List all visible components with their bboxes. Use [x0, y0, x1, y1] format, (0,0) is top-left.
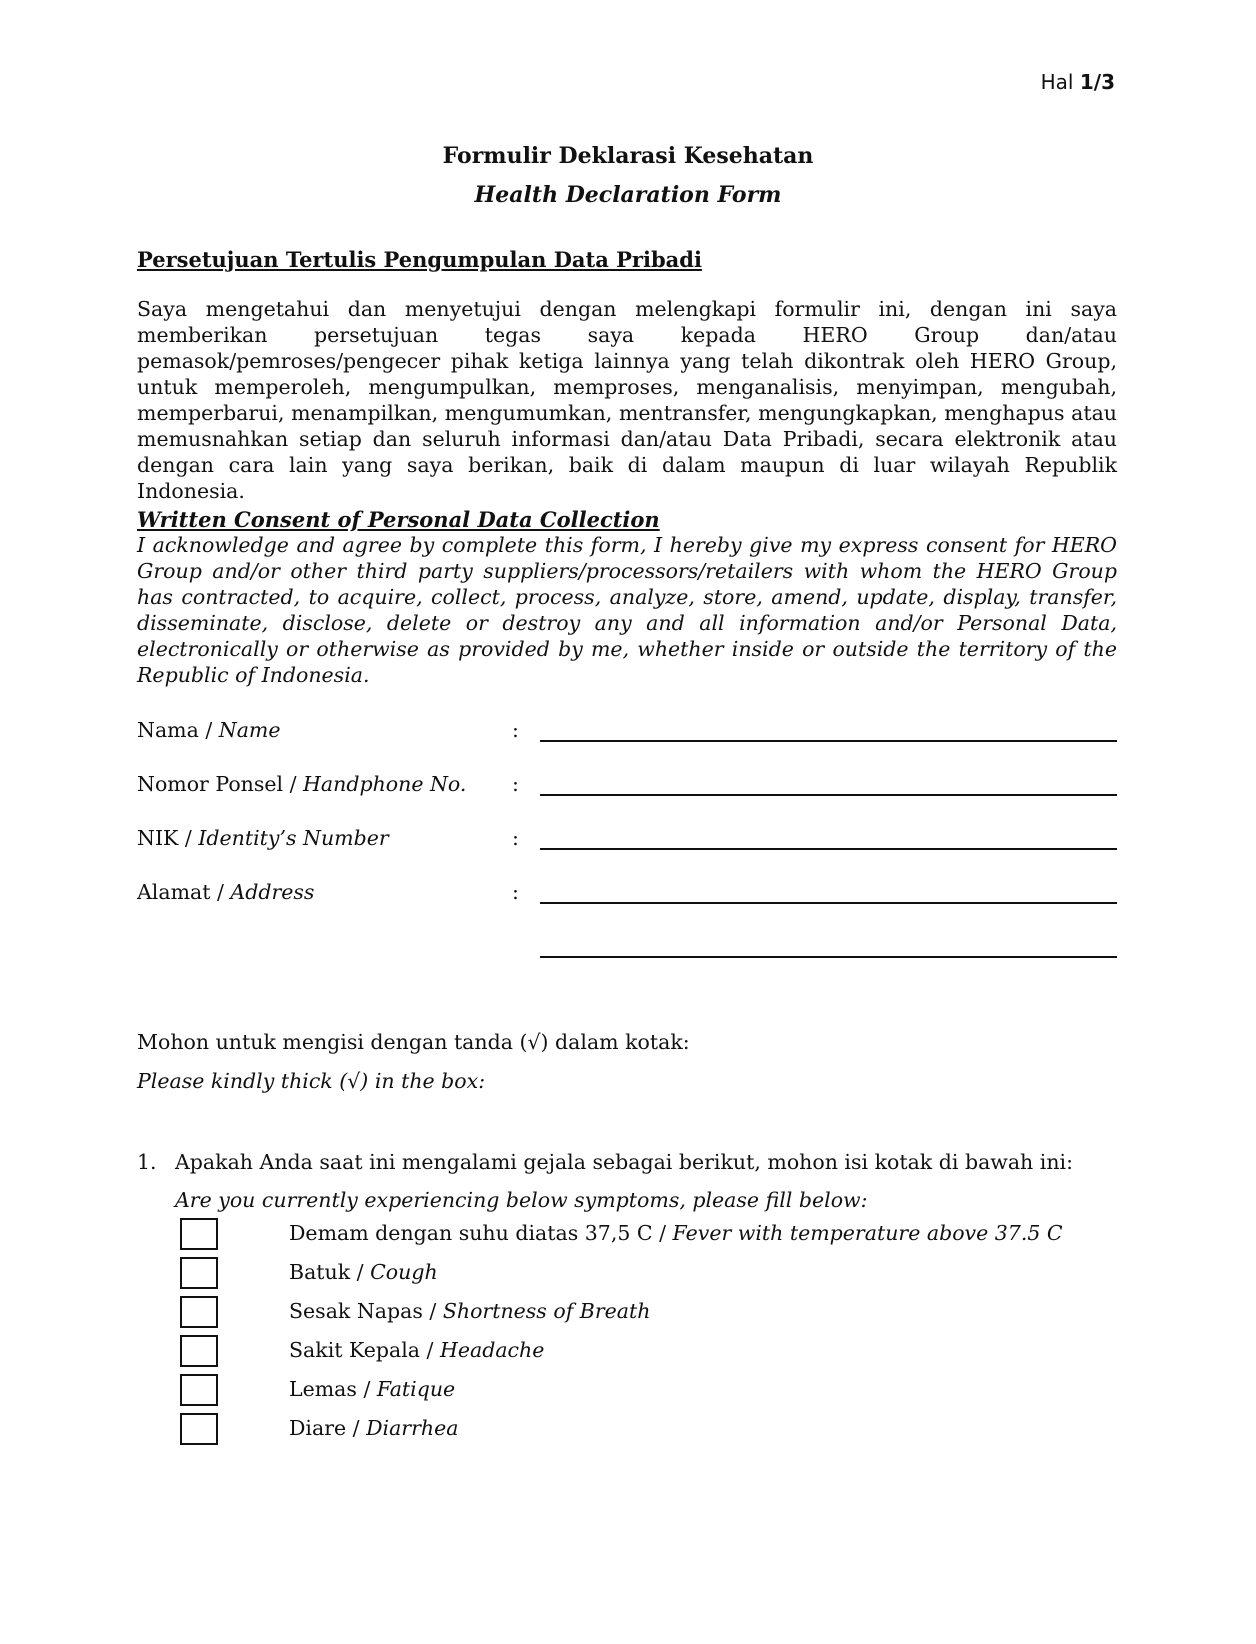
consent-section-id	[137, 247, 1117, 504]
form-title-english: Health Declaration Form	[474, 182, 782, 208]
symptom-option-shortness-of-breath	[180, 1296, 1080, 1334]
question-text-id: Apakah Anda saat ini mengalami gejala sebagai berikut, mohon isi kotak di bawah ini:	[175, 1150, 1073, 1174]
nik-label: NIK / Identity’s Number	[137, 826, 389, 850]
instruction-id: Mohon untuk mengisi dengan tanda (√) dalam kotak:	[137, 1030, 690, 1054]
symptom-option-cough	[180, 1257, 1080, 1295]
consent-text-id: Saya mengetahui dan menyetujui dengan melengkapi formulir ini, dengan ini saya memberikan persetujuan tegas saya kepada HERO Group dan/atau pemasok/pemroses/pengecer pihak ketiga lainnya yang telah dikontrak oleh HERO Group, untuk memperoleh, mengumpulkan, memproses, menganalisis, menyimpan, mengubah, memperbarui, menampilkan, mengumumkan, mentransfer, mengungkapkan, menghapus atau memusnahkan setiap dan seluruh informasi dan/atau Data Pribadi, secara elektronik atau dengan cara lain yang saya berikan, baik di dalam maupun di luar wilayah Republik Indonesia.	[137, 297, 1117, 503]
checkbox-diarrhea[interactable]	[180, 1413, 218, 1445]
page-number	[1041, 70, 1115, 94]
address-input-line-1[interactable]	[540, 902, 1117, 904]
name-field-row	[137, 718, 1117, 758]
option-label: Demam dengan suhu diatas 37,5 C / Fever with temperature above 37.5 C	[289, 1221, 1063, 1245]
symptom-option-diarrhea	[180, 1413, 1080, 1451]
option-label: Lemas / Fatique	[289, 1377, 456, 1401]
option-label: Sakit Kepala / Headache	[289, 1338, 545, 1362]
instruction-en: Please kindly thick (√) in the box:	[137, 1069, 486, 1093]
checkbox-cough[interactable]	[180, 1257, 218, 1289]
symptom-option-headache	[180, 1335, 1080, 1373]
consent-text-en: I acknowledge and agree by complete this form, I hereby give my express consent for HERO Group and/or other third party suppliers/processors/retailers with whom the HERO Group has contracted, to acquire, collect, process, analyze, store, amend, update, display, transfer, disseminate, disclose, delete or destroy any and all information and/or Personal Data, electronically or otherwise as provided by me, whether inside or outside the territory of the Republic of Indonesia.	[137, 533, 1117, 687]
symptom-option-fever	[180, 1218, 1080, 1256]
phone-input-line[interactable]	[540, 794, 1117, 796]
field-colon: :	[512, 826, 519, 850]
consent-heading-id: Persetujuan Tertulis Pengumpulan Data Pribadi	[137, 247, 702, 272]
checkbox-fatigue[interactable]	[180, 1374, 218, 1406]
page-number-value: 1/3	[1079, 70, 1115, 94]
address-field-row	[137, 880, 1117, 920]
address-field-row-2	[137, 934, 1117, 974]
checkbox-fever[interactable]	[180, 1218, 218, 1250]
option-label: Batuk / Cough	[289, 1260, 438, 1284]
option-label: Sesak Napas / Shortness of Breath	[289, 1299, 651, 1323]
symptom-option-fatigue	[180, 1374, 1080, 1412]
field-colon: :	[512, 718, 519, 742]
question-number: 1.	[137, 1150, 157, 1174]
form-title: Formulir Deklarasi Kesehatan	[442, 143, 814, 169]
checkbox-shortness-of-breath[interactable]	[180, 1296, 218, 1328]
page-number-prefix: Hal	[1040, 70, 1080, 94]
field-colon: :	[512, 772, 519, 796]
phone-field-row	[137, 772, 1117, 812]
consent-heading-en: Written Consent of Personal Data Collection	[137, 507, 660, 532]
option-label: Diare / Diarrhea	[289, 1416, 459, 1440]
address-input-line-2[interactable]	[540, 956, 1117, 958]
name-label: Nama / Name	[137, 718, 281, 742]
phone-label: Nomor Ponsel / Handphone No.	[137, 772, 467, 796]
nik-field-row	[137, 826, 1117, 866]
consent-section-en	[137, 507, 1117, 688]
nik-input-line[interactable]	[540, 848, 1117, 850]
field-colon: :	[512, 880, 519, 904]
address-label: Alamat / Address	[137, 880, 315, 904]
checkbox-headache[interactable]	[180, 1335, 218, 1367]
question-text-en: Are you currently experiencing below symptoms, please fill below:	[175, 1188, 868, 1212]
name-input-line[interactable]	[540, 740, 1117, 742]
